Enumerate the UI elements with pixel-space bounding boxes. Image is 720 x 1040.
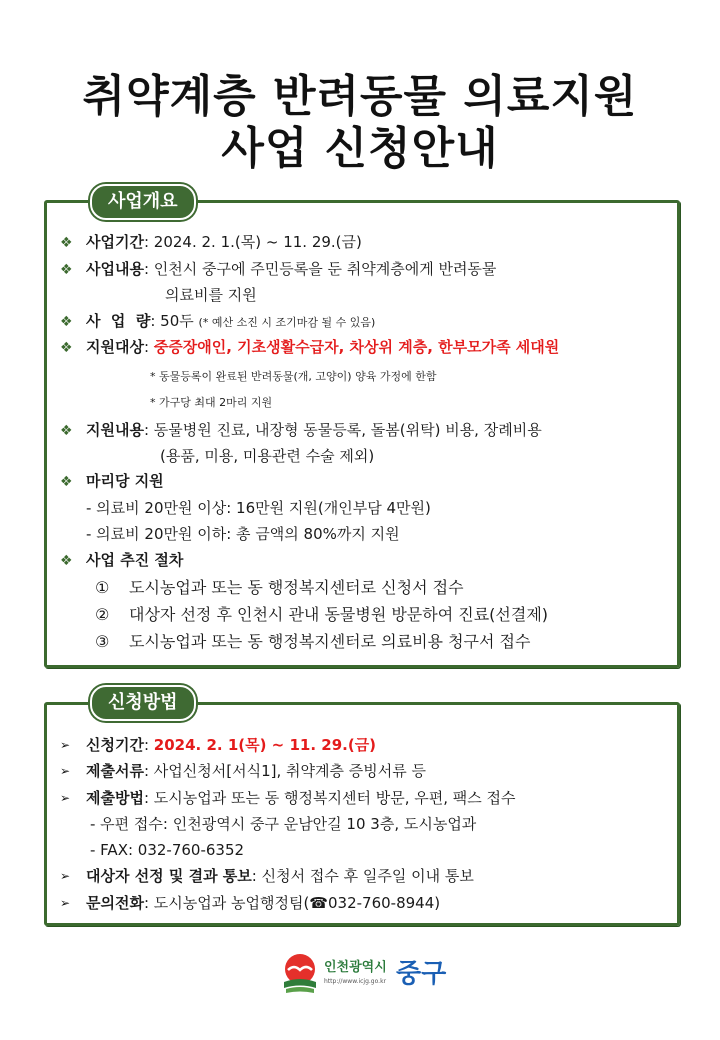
diamond-bullet-icon: ❖ xyxy=(60,553,73,569)
notice-row xyxy=(86,865,474,887)
period-row xyxy=(86,231,362,253)
diamond-bullet-icon: ❖ xyxy=(60,340,73,356)
support-label: 지원내용 xyxy=(86,421,144,439)
step-number: ① xyxy=(95,578,110,597)
method-value: : 도시농업과 또는 동 행정복지센터 방문, 우편, 팩스 접수 xyxy=(143,789,516,807)
content-value-line2: 의료비를 지원 xyxy=(165,286,257,304)
support-value-line2: (용품, 미용, 미용관련 수술 제외) xyxy=(160,447,375,465)
inquiry-row xyxy=(86,892,440,914)
diamond-bullet-icon: ❖ xyxy=(60,262,73,278)
docs-label: 제출서류 xyxy=(86,762,144,780)
docs-row xyxy=(86,760,426,782)
per-animal-item-2: - 의료비 20만원 이하: 총 금액의 80%까지 지원 xyxy=(86,525,400,543)
method-row xyxy=(86,787,516,809)
quota-label: 사 업 량 xyxy=(86,312,151,330)
target-note-2: * 가구당 최대 2마리 지원 xyxy=(150,396,273,409)
per-animal-label: 마리당 지원 xyxy=(86,472,164,490)
quota-note: (* 예산 소진 시 조기마감 될 수 있음) xyxy=(198,316,376,329)
arrow-bullet-icon: ➢ xyxy=(60,764,71,778)
quota-value: : 50두 xyxy=(150,312,194,330)
quota-row xyxy=(86,310,375,334)
diamond-bullet-icon: ❖ xyxy=(60,235,73,251)
process-label: 사업 추진 절차 xyxy=(86,551,184,569)
arrow-bullet-icon: ➢ xyxy=(60,791,71,805)
arrow-bullet-icon: ➢ xyxy=(60,738,71,752)
docs-value: : 사업신청서[서식1], 취약계층 증빙서류 등 xyxy=(143,762,426,780)
district-logo xyxy=(280,950,460,998)
target-label: 지원대상 xyxy=(86,338,144,356)
fax-detail: - FAX: 032-760-6352 xyxy=(90,841,245,859)
inquiry-label: 문의전화 xyxy=(86,894,144,912)
apply-period-row xyxy=(86,734,376,756)
support-row xyxy=(86,419,542,441)
process-step xyxy=(95,604,548,626)
notice-value: : 신청서 접수 후 일주일 이내 통보 xyxy=(251,867,474,885)
emblem-icon xyxy=(280,952,320,996)
content-value: : 인천시 중구에 주민등록을 둔 취약계층에게 반려동물 xyxy=(143,260,497,278)
process-step xyxy=(95,577,464,599)
apply-period-value: 2024. 2. 1(목) ~ 11. 29.(금) xyxy=(153,736,377,754)
period-label: 사업기간 xyxy=(86,233,144,251)
support-value: : 동물병원 진료, 내장형 동물등록, 돌봄(위탁) 비용, 장례비용 xyxy=(143,421,542,439)
apply-period-label: 신청기간 xyxy=(86,736,144,754)
logo-url: http://www.icjg.go.kr xyxy=(324,978,387,985)
content-label: 사업내용 xyxy=(86,260,144,278)
overview-tag: 사업개요 xyxy=(90,184,196,220)
target-colon: : xyxy=(143,338,154,356)
per-animal-item-1: - 의료비 20만원 이상: 16만원 지원(개인부담 4만원) xyxy=(86,499,431,517)
period-value: : 2024. 2. 1.(목) ~ 11. 29.(금) xyxy=(143,233,362,251)
step-text: 도시농업과 또는 동 행정복지센터로 의료비용 청구서 접수 xyxy=(129,632,531,651)
content-row xyxy=(86,258,496,280)
logo-district: 중구 xyxy=(396,959,447,989)
diamond-bullet-icon: ❖ xyxy=(60,474,73,490)
target-row xyxy=(86,336,559,358)
step-number: ② xyxy=(95,605,110,624)
arrow-bullet-icon: ➢ xyxy=(60,896,71,910)
notice-label: 대상자 선정 및 결과 통보 xyxy=(86,867,252,885)
step-text: 도시농업과 또는 동 행정복지센터로 신청서 접수 xyxy=(129,578,464,597)
mail-detail: - 우편 접수: 인천광역시 중구 운남안길 10 3층, 도시농업과 xyxy=(90,815,477,833)
page-title-line2: 사업 신청안내 xyxy=(221,123,499,174)
method-label: 제출방법 xyxy=(86,789,144,807)
process-step xyxy=(95,631,530,653)
page-title-line1: 취약계층 반려동물 의료지원 xyxy=(82,71,638,122)
inquiry-value: : 도시농업과 농업행정팀(☎032-760-8944) xyxy=(143,894,441,912)
logo-city: 인천광역시 xyxy=(324,960,387,975)
target-note-1: * 동물등록이 완료된 반려동물(개, 고양이) 양육 가정에 한함 xyxy=(150,370,437,383)
apply-tag: 신청방법 xyxy=(90,685,196,721)
step-number: ③ xyxy=(95,632,110,651)
target-value: 중증장애인, 기초생활수급자, 차상위 계층, 한부모가족 세대원 xyxy=(153,338,560,356)
step-text: 대상자 선정 후 인천시 관내 동물병원 방문하여 진료(선결제) xyxy=(129,605,549,624)
diamond-bullet-icon: ❖ xyxy=(60,423,73,439)
diamond-bullet-icon: ❖ xyxy=(60,314,73,330)
apply-period-colon: : xyxy=(143,736,154,754)
arrow-bullet-icon: ➢ xyxy=(60,869,71,883)
